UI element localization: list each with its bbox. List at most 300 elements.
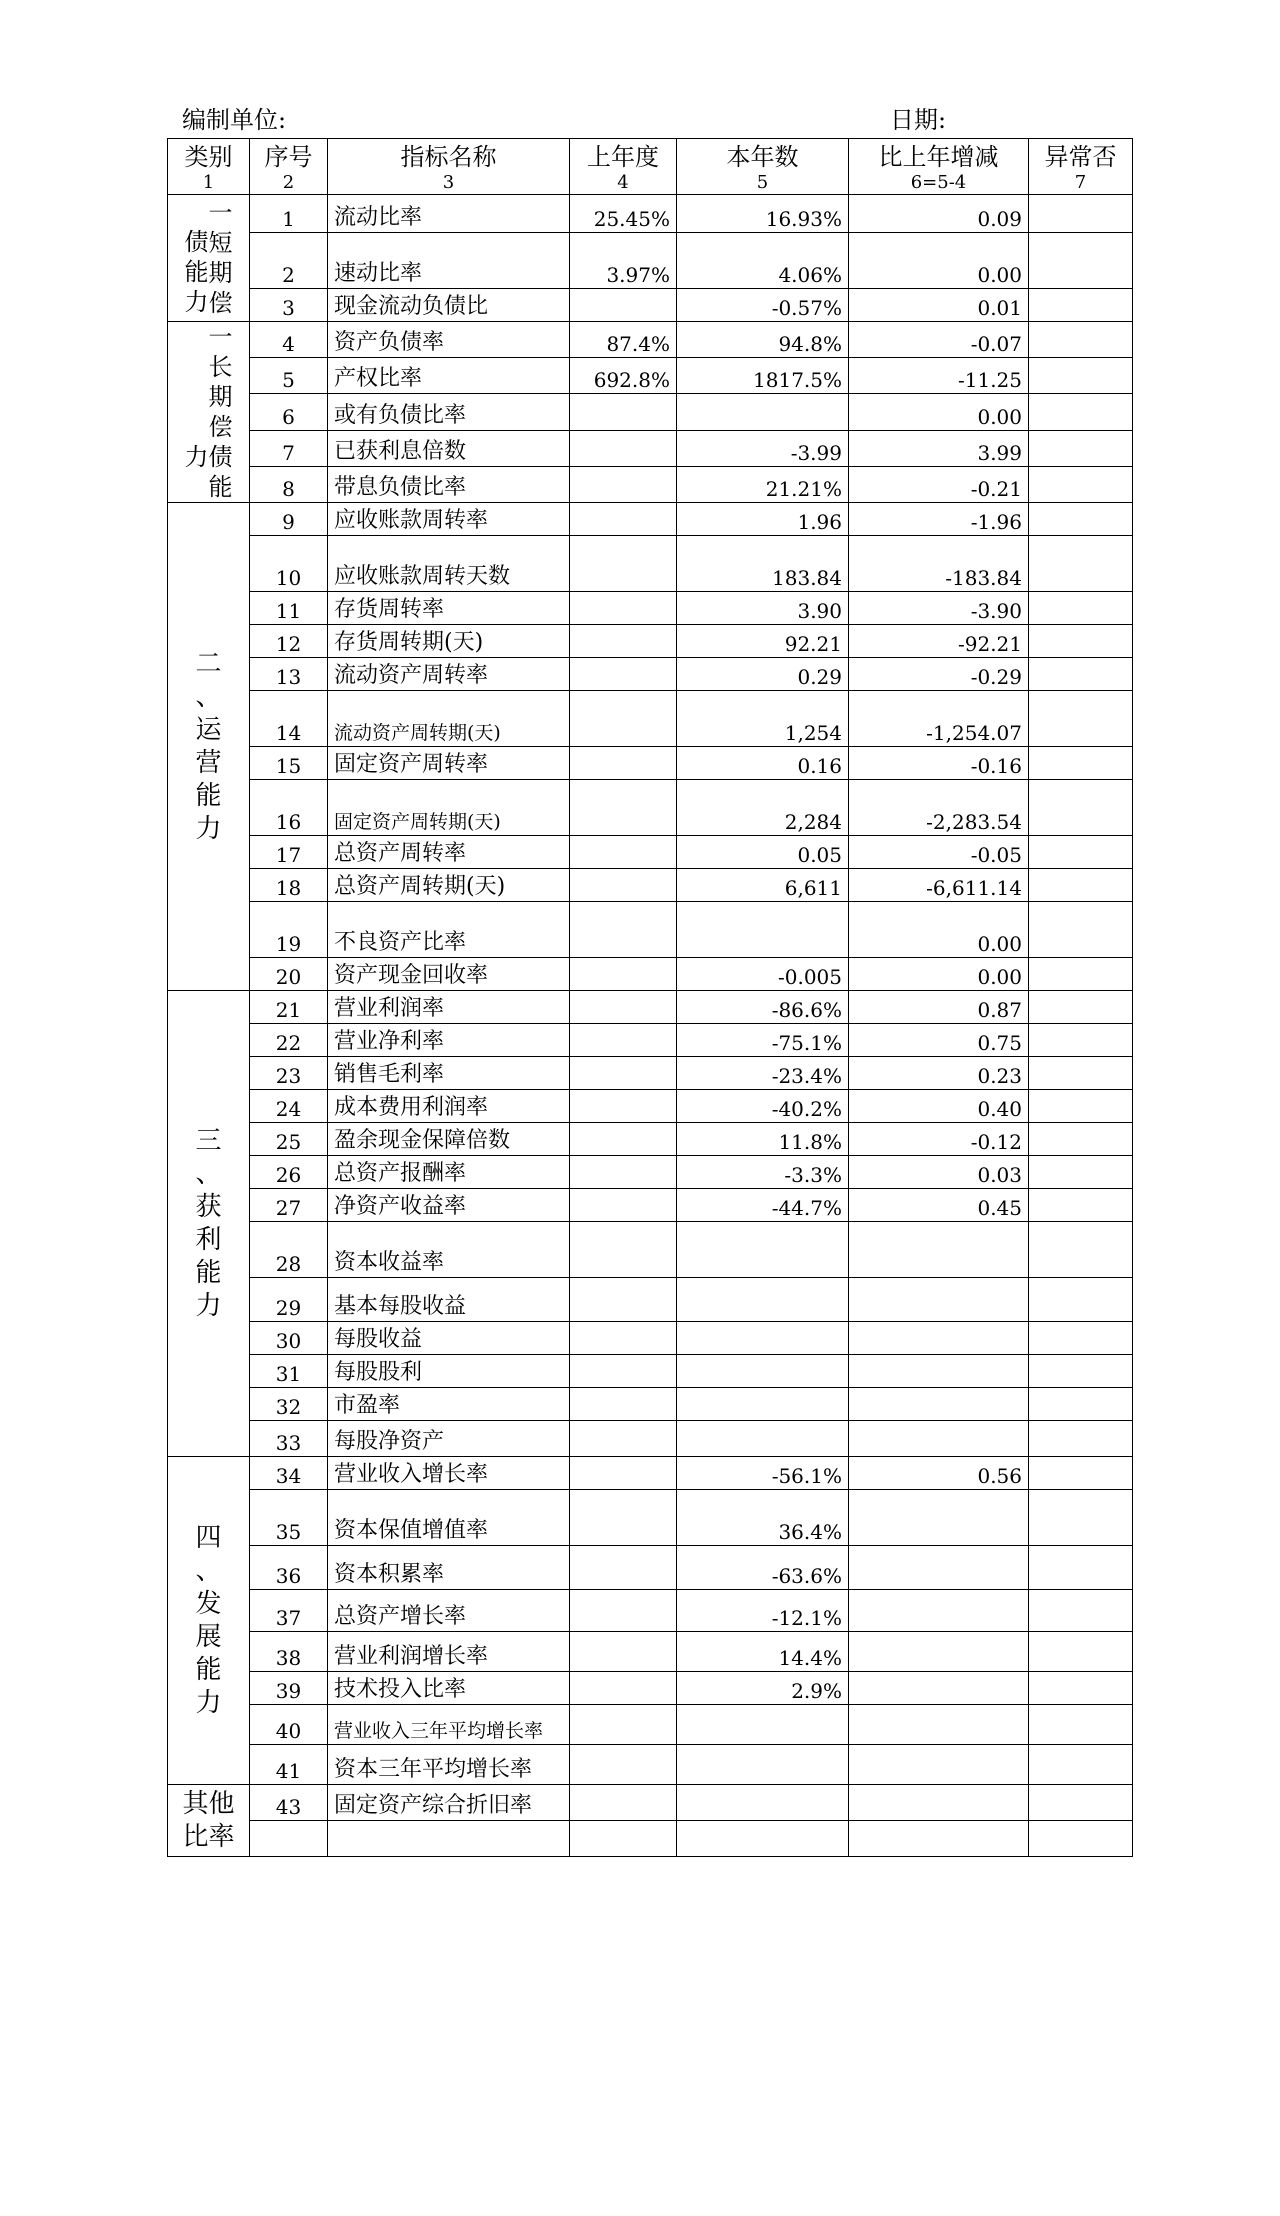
table-row [168,1745,1133,1785]
abnormal-cell [1029,466,1133,502]
category-long_debt [168,322,250,503]
indicator-name: 总资产报酬率 [328,1156,570,1189]
table-row [168,958,1133,991]
previous-year-value [570,1322,677,1355]
current-year-value: 92.21 [677,625,849,658]
table-row [168,836,1133,869]
previous-year-value [570,1745,677,1785]
previous-year-value [570,836,677,869]
abnormal-cell [1029,394,1133,430]
previous-year-value [570,1672,677,1705]
current-year-value: -23.4% [677,1057,849,1090]
change-value: 0.45 [849,1189,1029,1222]
table-row [168,1123,1133,1156]
table-row [168,1821,1133,1857]
change-value [849,1355,1029,1388]
table-row [168,1189,1133,1222]
current-year-value [677,1745,849,1785]
table-row [168,1388,1133,1421]
table-row [168,658,1133,691]
indicator-name: 产权比率 [328,358,570,394]
table-row [168,1322,1133,1355]
indicator-name: 每股收益 [328,1322,570,1355]
indicator-name: 营业净利率 [328,1024,570,1057]
previous-year-value [570,1632,677,1672]
current-year-value: 4.06% [677,233,849,289]
change-value [849,1546,1029,1590]
abnormal-cell [1029,1421,1133,1457]
row-number: 4 [250,322,328,358]
table-row [168,394,1133,430]
abnormal-cell [1029,691,1133,747]
change-value: 0.87 [849,991,1029,1024]
row-number: 3 [250,289,328,322]
indicator-name: 盈余现金保障倍数 [328,1123,570,1156]
abnormal-cell [1029,1222,1133,1278]
row-number: 27 [250,1189,328,1222]
current-year-value: 36.4% [677,1490,849,1546]
change-value [849,1785,1029,1821]
current-year-value: 3.90 [677,592,849,625]
abnormal-cell [1029,289,1133,322]
table-row [168,1278,1133,1322]
abnormal-cell [1029,747,1133,780]
table-row [168,195,1133,233]
current-year-value: 2.9% [677,1672,849,1705]
change-value: -6,611.14 [849,869,1029,902]
previous-year-value [570,1123,677,1156]
table-row [168,902,1133,958]
previous-year-value: 3.97% [570,233,677,289]
indicator-name: 资本收益率 [328,1222,570,1278]
indicator-name: 流动资产周转率 [328,658,570,691]
current-year-value: -3.99 [677,430,849,466]
abnormal-cell [1029,358,1133,394]
change-value: -1.96 [849,503,1029,536]
abnormal-cell [1029,1156,1133,1189]
row-number: 39 [250,1672,328,1705]
previous-year-value [570,1590,677,1632]
change-value: 0.40 [849,1090,1029,1123]
abnormal-cell [1029,991,1133,1024]
change-value: -92.21 [849,625,1029,658]
abnormal-cell [1029,1457,1133,1490]
row-number: 23 [250,1057,328,1090]
row-number: 34 [250,1457,328,1490]
table-row [168,233,1133,289]
category-growth [168,1457,250,1785]
indicator-name: 每股股利 [328,1355,570,1388]
change-value [849,1421,1029,1457]
abnormal-cell [1029,503,1133,536]
row-number: 19 [250,902,328,958]
indicator-table [167,138,1133,1857]
current-year-value: 21.21% [677,466,849,502]
change-value: -183.84 [849,536,1029,592]
row-number: 33 [250,1421,328,1457]
change-value: 0.00 [849,233,1029,289]
table-row [168,1421,1133,1457]
previous-year-value [570,1057,677,1090]
indicator-name: 存货周转率 [328,592,570,625]
current-year-value: -63.6% [677,1546,849,1590]
previous-year-value [570,1355,677,1388]
previous-year-value [570,1785,677,1821]
row-number: 6 [250,394,328,430]
current-year-value: 94.8% [677,322,849,358]
current-year-value [677,1355,849,1388]
col-abnormal: 异常否 7 [1029,139,1133,195]
row-number: 28 [250,1222,328,1278]
current-year-value: 0.16 [677,747,849,780]
abnormal-cell [1029,1546,1133,1590]
table-row [168,869,1133,902]
change-value: -0.07 [849,322,1029,358]
previous-year-value [570,780,677,836]
previous-year-value [570,503,677,536]
abnormal-cell [1029,1490,1133,1546]
row-number: 21 [250,991,328,1024]
row-number: 17 [250,836,328,869]
indicator-name: 营业收入三年平均增长率 [328,1705,570,1745]
change-value [849,1821,1029,1857]
abnormal-cell [1029,902,1133,958]
indicator-name: 总资产周转率 [328,836,570,869]
table-row [168,747,1133,780]
current-year-value [677,1421,849,1457]
category-label: 二 、 运 营 能 力 [195,648,222,844]
abnormal-cell [1029,869,1133,902]
current-year-value: 1,254 [677,691,849,747]
indicator-name: 应收账款周转率 [328,503,570,536]
indicator-name: 营业利润率 [328,991,570,1024]
indicator-name [328,1821,570,1857]
current-year-value: -56.1% [677,1457,849,1490]
col-number: 序号 2 [250,139,328,195]
abnormal-cell [1029,625,1133,658]
previous-year-value [570,869,677,902]
previous-year-value: 25.45% [570,195,677,233]
table-row [168,1090,1133,1123]
previous-year-value [570,747,677,780]
category-operation [168,503,250,991]
abnormal-cell [1029,536,1133,592]
indicator-name: 存货周转期(天) [328,625,570,658]
abnormal-cell [1029,1705,1133,1745]
row-number: 5 [250,358,328,394]
current-year-value: 2,284 [677,780,849,836]
table-row [168,289,1133,322]
current-year-value: 6,611 [677,869,849,902]
abnormal-cell [1029,1355,1133,1388]
previous-year-value [570,1546,677,1590]
current-year-value: 0.29 [677,658,849,691]
current-year-value: 14.4% [677,1632,849,1672]
previous-year-value [570,592,677,625]
indicator-name: 基本每股收益 [328,1278,570,1322]
current-year-value [677,1705,849,1745]
table-row [168,358,1133,394]
indicator-name: 每股净资产 [328,1421,570,1457]
current-year-value: 16.93% [677,195,849,233]
abnormal-cell [1029,1322,1133,1355]
row-number: 32 [250,1388,328,1421]
row-number: 35 [250,1490,328,1546]
current-year-value [677,902,849,958]
indicator-name: 资产负债率 [328,322,570,358]
change-value: 0.23 [849,1057,1029,1090]
previous-year-value: 87.4% [570,322,677,358]
current-year-value [677,1322,849,1355]
previous-year-value [570,1388,677,1421]
current-year-value: -40.2% [677,1090,849,1123]
current-year-value: 1.96 [677,503,849,536]
category-short_debt [168,195,250,322]
table-row [168,430,1133,466]
indicator-name: 现金流动负债比 [328,289,570,322]
indicator-name: 已获利息倍数 [328,430,570,466]
change-value: 0.03 [849,1156,1029,1189]
indicator-name: 速动比率 [328,233,570,289]
category-profit [168,991,250,1457]
table-row [168,1546,1133,1590]
table-row [168,1490,1133,1546]
previous-year-value [570,430,677,466]
row-number: 37 [250,1590,328,1632]
previous-year-value [570,625,677,658]
current-year-value [677,1388,849,1421]
indicator-name: 固定资产周转率 [328,747,570,780]
abnormal-cell [1029,1090,1133,1123]
col-indicator-name: 指标名称 3 [328,139,570,195]
abnormal-cell [1029,1024,1133,1057]
previous-year-value [570,289,677,322]
indicator-name: 资产现金回收率 [328,958,570,991]
row-number: 29 [250,1278,328,1322]
row-number: 20 [250,958,328,991]
row-number: 12 [250,625,328,658]
previous-year-value [570,658,677,691]
category-label: 其他 比率 [182,1788,235,1852]
row-number: 7 [250,430,328,466]
change-value: -11.25 [849,358,1029,394]
category-label: 债 能 力 一 短 期 偿 [184,199,233,317]
change-value: -0.12 [849,1123,1029,1156]
current-year-value: 183.84 [677,536,849,592]
previous-year-value [570,991,677,1024]
indicator-name: 应收账款周转天数 [328,536,570,592]
indicator-name: 总资产周转期(天) [328,869,570,902]
col-previous-year: 上年度 4 [570,139,677,195]
row-number: 14 [250,691,328,747]
table-row [168,1057,1133,1090]
indicator-name: 销售毛利率 [328,1057,570,1090]
indicator-name: 总资产增长率 [328,1590,570,1632]
indicator-name: 流动资产周转期(天) [328,691,570,747]
table-row [168,991,1133,1024]
abnormal-cell [1029,1745,1133,1785]
indicator-name: 固定资产周转期(天) [328,780,570,836]
header-row [168,139,1133,195]
row-number: 26 [250,1156,328,1189]
previous-year-value [570,1024,677,1057]
change-value: -0.05 [849,836,1029,869]
table-row [168,536,1133,592]
indicator-name: 营业利润增长率 [328,1632,570,1672]
category-label: 三 、 获 利 能 力 [195,1125,222,1321]
change-value [849,1322,1029,1355]
previous-year-value [570,1278,677,1322]
change-value: -0.29 [849,658,1029,691]
previous-year-value [570,1156,677,1189]
previous-year-value [570,1490,677,1546]
category-other [168,1785,250,1857]
row-number: 40 [250,1705,328,1745]
change-value [849,1745,1029,1785]
previous-year-value [570,466,677,502]
previous-year-value [570,1222,677,1278]
change-value: 0.00 [849,394,1029,430]
abnormal-cell [1029,836,1133,869]
change-value [849,1388,1029,1421]
indicator-name: 资本三年平均增长率 [328,1745,570,1785]
abnormal-cell [1029,1590,1133,1632]
table-row [168,1222,1133,1278]
current-year-value [677,1222,849,1278]
indicator-name: 不良资产比率 [328,902,570,958]
indicator-name: 市盈率 [328,1388,570,1421]
abnormal-cell [1029,1785,1133,1821]
date-label: 日期: [890,106,947,134]
unit-label: 编制单位: [182,106,287,134]
indicator-name: 或有负债比率 [328,394,570,430]
indicator-name: 营业收入增长率 [328,1457,570,1490]
abnormal-cell [1029,430,1133,466]
abnormal-cell [1029,1189,1133,1222]
change-value: 0.00 [849,902,1029,958]
row-number: 2 [250,233,328,289]
abnormal-cell [1029,1123,1133,1156]
col-current-year: 本年数 5 [677,139,849,195]
previous-year-value [570,1189,677,1222]
change-value: -2,283.54 [849,780,1029,836]
current-year-value: -44.7% [677,1189,849,1222]
previous-year-value [570,1457,677,1490]
row-number: 1 [250,195,328,233]
table-row [168,780,1133,836]
table-row [168,1590,1133,1632]
row-number [250,1821,328,1857]
current-year-value [677,1821,849,1857]
previous-year-value [570,1421,677,1457]
table-row [168,1355,1133,1388]
row-number: 18 [250,869,328,902]
current-year-value [677,1278,849,1322]
previous-year-value [570,691,677,747]
change-value [849,1278,1029,1322]
current-year-value: 11.8% [677,1123,849,1156]
previous-year-value [570,902,677,958]
table-row [168,1457,1133,1490]
table-row [168,1632,1133,1672]
table-row [168,691,1133,747]
current-year-value: -0.57% [677,289,849,322]
change-value: -3.90 [849,592,1029,625]
change-value [849,1590,1029,1632]
previous-year-value [570,958,677,991]
previous-year-value [570,394,677,430]
col-category: 类别 1 [168,139,250,195]
row-number: 41 [250,1745,328,1785]
row-number: 13 [250,658,328,691]
change-value [849,1632,1029,1672]
indicator-name: 带息负债比率 [328,466,570,502]
change-value: 0.09 [849,195,1029,233]
change-value: -0.21 [849,466,1029,502]
abnormal-cell [1029,1632,1133,1672]
indicator-name: 固定资产综合折旧率 [328,1785,570,1821]
current-year-value: -3.3% [677,1156,849,1189]
current-year-value: -75.1% [677,1024,849,1057]
previous-year-value [570,536,677,592]
table-row [168,1672,1133,1705]
abnormal-cell [1029,780,1133,836]
row-number: 25 [250,1123,328,1156]
abnormal-cell [1029,1672,1133,1705]
table-row [168,503,1133,536]
abnormal-cell [1029,195,1133,233]
current-year-value: 0.05 [677,836,849,869]
table-row [168,625,1133,658]
abnormal-cell [1029,233,1133,289]
change-value: -0.16 [849,747,1029,780]
table-row [168,1156,1133,1189]
abnormal-cell [1029,592,1133,625]
abnormal-cell [1029,1278,1133,1322]
indicator-name: 净资产收益率 [328,1189,570,1222]
current-year-value: -12.1% [677,1590,849,1632]
current-year-value: -0.005 [677,958,849,991]
previous-year-value [570,1090,677,1123]
row-number: 15 [250,747,328,780]
indicator-name: 资本积累率 [328,1546,570,1590]
change-value: 3.99 [849,430,1029,466]
previous-year-value [570,1821,677,1857]
change-value [849,1705,1029,1745]
change-value: -1,254.07 [849,691,1029,747]
previous-year-value [570,1705,677,1745]
change-value [849,1222,1029,1278]
table-row [168,322,1133,358]
row-number: 43 [250,1785,328,1821]
abnormal-cell [1029,658,1133,691]
change-value: 0.01 [849,289,1029,322]
indicator-name: 流动比率 [328,195,570,233]
previous-year-value: 692.8% [570,358,677,394]
abnormal-cell [1029,958,1133,991]
indicator-name: 资本保值增值率 [328,1490,570,1546]
current-year-value [677,394,849,430]
row-number: 30 [250,1322,328,1355]
abnormal-cell [1029,322,1133,358]
change-value [849,1490,1029,1546]
indicator-name: 技术投入比率 [328,1672,570,1705]
table-row [168,466,1133,502]
row-number: 38 [250,1632,328,1672]
row-number: 8 [250,466,328,502]
current-year-value: 1817.5% [677,358,849,394]
row-number: 22 [250,1024,328,1057]
